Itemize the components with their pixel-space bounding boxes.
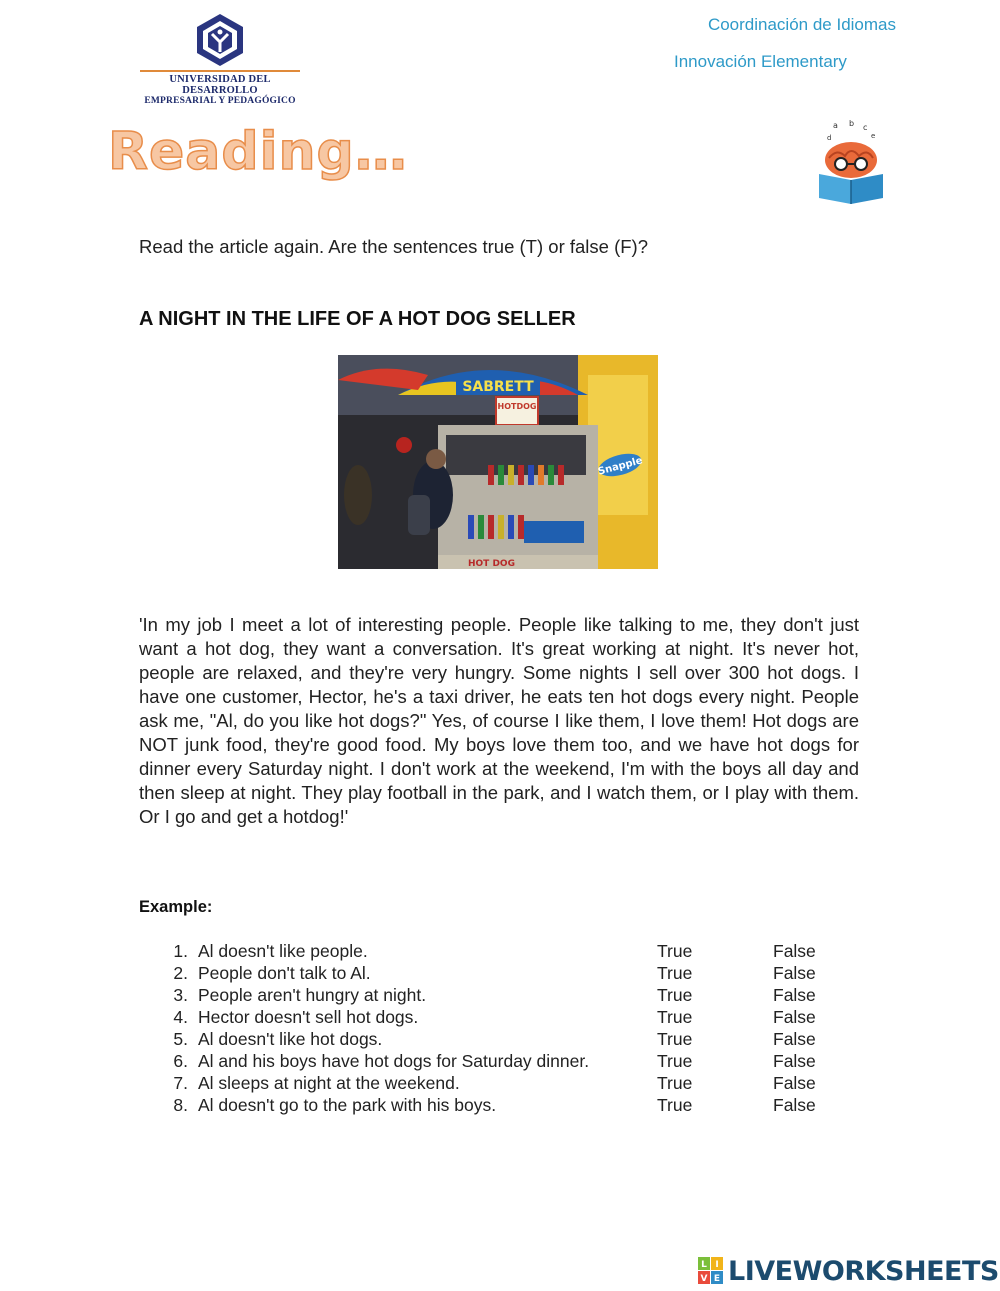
question-text: Al doesn't go to the park with his boys. — [198, 1095, 497, 1115]
badge-letter-v: V — [700, 1274, 708, 1284]
question-number: 6. — [173, 1051, 188, 1071]
question-row — [166, 1028, 846, 1050]
instruction-text: Read the article again. Are the sentences true (T) or false (F)? — [139, 236, 648, 257]
true-option[interactable]: True — [657, 985, 693, 1005]
liveworksheets-brand: LIVEWORKSHEETS — [728, 1255, 999, 1287]
question-row — [166, 940, 846, 962]
true-option[interactable]: True — [657, 941, 693, 961]
question-text: Hector doesn't sell hot dogs. — [198, 1007, 419, 1027]
question-number: 8. — [173, 1095, 188, 1115]
question-text: Al and his boys have hot dogs for Saturday dinner. — [198, 1051, 590, 1071]
question-number: 7. — [173, 1073, 188, 1093]
false-option[interactable]: False — [773, 963, 816, 983]
question-number: 3. — [173, 985, 188, 1005]
svg-text:b: b — [849, 119, 855, 128]
false-option[interactable]: False — [773, 1095, 816, 1115]
photo-sign-sabrett: SABRETT — [462, 379, 534, 395]
question-number: 2. — [173, 963, 188, 983]
article-passage: 'In my job I meet a lot of interesting people. People like talking to me, they don't just want a hot dog, they want a conversation. It's great working at night. It's never hot, people are relaxed, and they're very hungry. Some nights I sell over 300 hot dogs. I have one customer, Hector, he's a taxi driver, he eats ten hot dogs every night. People ask me, "Al, do you like hot dogs?" Yes, of course I like them, I love them! Hot dogs are NOT junk food, they're good food. My boys love them too, and we have hot dogs for dinner every Saturday night. I don't work at the weekend, I'm with the boys all day and then sleep at night. They play football in the park, and I watch them, or I play with them. Or I go and get a hotdog!' — [139, 614, 859, 827]
page-title: Reading… — [108, 122, 408, 182]
svg-text:d: d — [827, 134, 832, 142]
question-row — [166, 1094, 846, 1116]
question-text: Al sleeps at night at the weekend. — [198, 1073, 460, 1093]
question-row — [166, 1006, 846, 1028]
hot-dog-stand-photo — [338, 355, 658, 569]
false-option[interactable]: False — [773, 1073, 816, 1093]
badge-letter-e: E — [713, 1274, 721, 1284]
false-option[interactable]: False — [773, 1051, 816, 1071]
true-option[interactable]: True — [657, 1095, 693, 1115]
question-text: People aren't hungry at night. — [198, 985, 427, 1005]
svg-text:a: a — [833, 121, 838, 130]
question-number: 5. — [173, 1029, 188, 1049]
true-option[interactable]: True — [657, 1073, 693, 1093]
badge-letter-l: L — [701, 1260, 707, 1270]
true-option[interactable]: True — [657, 963, 693, 983]
svg-text:e: e — [871, 132, 876, 140]
question-text: Al doesn't like hot dogs. — [198, 1029, 383, 1049]
question-row — [166, 984, 846, 1006]
article-heading: A NIGHT IN THE LIFE OF A HOT DOG SELLER — [139, 308, 576, 330]
badge-letter-i: I — [715, 1260, 719, 1270]
question-number: 1. — [173, 941, 188, 961]
question-text: Al doesn't like people. — [198, 941, 368, 961]
false-option[interactable]: False — [773, 1007, 816, 1027]
question-row — [166, 1072, 846, 1094]
photo-sign-snapple: Snapple — [596, 455, 644, 478]
true-option[interactable]: True — [657, 1007, 693, 1027]
question-text: People don't talk to Al. — [198, 963, 371, 983]
live-badge-icon — [698, 1257, 724, 1285]
true-option[interactable]: True — [657, 1029, 693, 1049]
question-row — [166, 962, 846, 984]
false-option[interactable]: False — [773, 941, 816, 961]
question-list — [166, 940, 846, 1116]
false-option[interactable]: False — [773, 1029, 816, 1049]
liveworksheets-logo[interactable] — [698, 1255, 999, 1287]
level-label: Innovación Elementary — [674, 52, 847, 71]
university-logo — [140, 12, 300, 107]
reading-brain-icon — [815, 118, 887, 206]
university-name-line1: UNIVERSIDAD DEL DESARROLLO — [140, 70, 300, 96]
question-number: 4. — [173, 1007, 188, 1027]
question-row — [166, 1050, 846, 1072]
university-emblem-icon — [192, 12, 248, 68]
photo-sign-hot-dog: HOT DOG — [468, 559, 515, 569]
coordination-label: Coordinación de Idiomas — [707, 15, 896, 34]
svg-text:c: c — [863, 123, 868, 132]
true-option[interactable]: True — [657, 1051, 693, 1071]
false-option[interactable]: False — [773, 985, 816, 1005]
photo-sign-hotdog: HOTDOG — [497, 402, 537, 411]
university-name-line2: EMPRESARIAL Y PEDAGÓGICO — [144, 96, 296, 106]
example-label: Example: — [139, 898, 213, 916]
